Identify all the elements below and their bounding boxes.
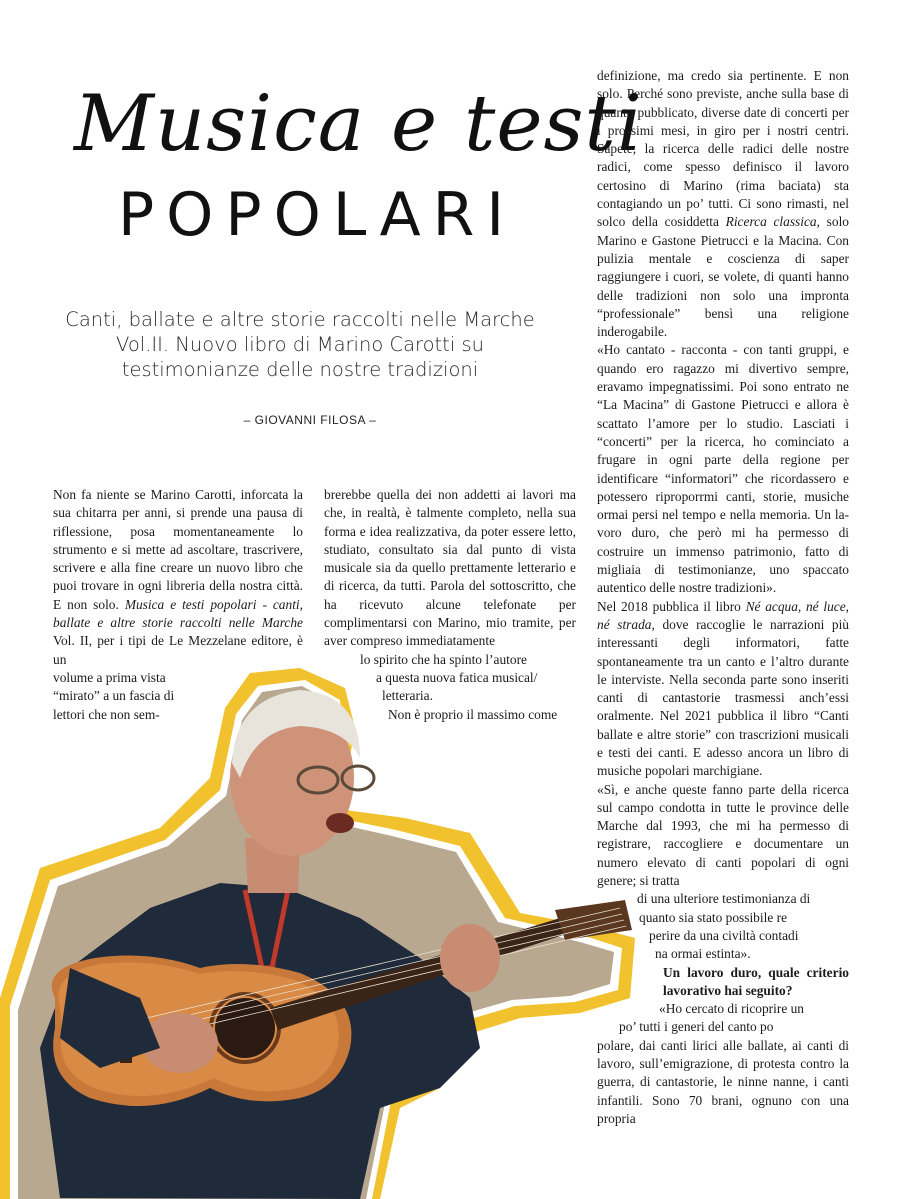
paragraph: na ormai estinta». (655, 946, 751, 962)
photo-man-playing-guitar (0, 668, 640, 1199)
paragraph: a questa nuova fatica musical/ (376, 669, 538, 685)
paragraph: polare, dai canti lirici alle ballate, ai canti di lavoro, sull’emigrazione, di protesta contro la guerra, di cantastorie, le ninne nanne, i canti infantili. Sono 70 brani, ognuno con una propria (597, 1037, 849, 1126)
paragraph: «Sì, e anche queste fanno parte della ricerca sul campo condotta in tutte le province delle Marche dal 1993, che mi ha permesso di registrare, raccogliere e documentare un numero elevato di canti popolari di ogni genere; si tratta (597, 781, 849, 889)
article-subtitle: Canti, ballate e altre storie raccolti nelle Marche Vol.II. Nuovo libro di Marino Carotti su testimonianze delle nostre tradizioni (65, 308, 535, 381)
paragraph: Non fa niente se Marino Carotti, inforcata la sua chitarra per anni, si prende una pausa di riflessione, posa momentaneamente lo strumento e si mette ad ascoltare, trascrivere, scrivere e alla fine creare un nuovo libro che puoi trovare in ogni libreria della nostra città. E non solo. Musica e testi popolari - canti, ballate e altre storie raccolti nelle Marche Vol. II, per i tipi de Le Mezzelane editore, è un volume a prima vista “mirato” a un fascia di lettori che non sem- (53, 487, 303, 722)
paragraph: brerebbe quella dei non addetti ai lavori ma che, in realtà, è talmente completo, nella sua forma e idea realizzativa, da poter essere letto, studiato, consultato sia dal punto di vista musicale sia da quello prettamente letterario e di ricerca, da tutti. Parola del sottoscritto, che ha ricevuto alcune telefonate per complimentarsi con Marino, mio tramite, per aver compreso immediatamente (324, 487, 576, 649)
paragraph: letteraria. (382, 688, 433, 704)
paragraph: po’ tutti i generi del canto po (619, 1019, 774, 1035)
article-title-script (70, 72, 643, 182)
paragraph: «Ho cantato - racconta - con tanti gruppi, e quando ero ragazzo mi divertivo sempre, eravamo impegnatissimi. Poi sono entrato ne “La Macina” di Gastone Pietrucci e allora è scattato l’amore per lo studio. Lasciati i “concerti” per la ricerca, ho cominciato a frugare in ogni parte della regione per identificare “informatori” che ricordassero e potessero riproporrmi canti, storie, musiche ormai persi nel tempo e nella memoria. Un lavoro duro, che però mi ha permesso di costruire un immenso patrimonio, fatto di migliaia di testimonianze, uno spaccato autentico delle nostre tradizioni». (597, 342, 849, 596)
paragraph: definizione, ma credo sia pertinente. E non solo. Perché sono previste, anche sulla base di quanto pubblicato, diverse date di concerti per i prossimi mesi, in giro per i nostri centri. Sapete, la ricerca delle radici delle nostre radici, come spesso definisco il lavoro certosino di Marino (rima baciata) sta contagiando un po’ tutti. Ci sono rimasti, nel solco della cosiddetta Ricerca classica, solo Marino e Gastone Pietrucci e la Macina. Con pulizia mentale e coscienza di saper raggiungere i cuori, se volete, di quanti hanno delle tradizioni non solo una impronta “professionale” bensì una religione inderogabile. (597, 68, 849, 340)
paragraph: Non è proprio il massimo come (388, 706, 558, 722)
paragraph: di una ulteriore testimonianza di (637, 891, 811, 907)
paragraph: «Ho cercato di ricoprire un (659, 1001, 805, 1017)
paragraph: Nel 2018 pubblica il libro Né acqua, né luce, né strada, dove raccoglie le narrazioni più interessanti degli informatori, fatte spontaneamente tra un canto e l’altro durante le interviste. Nella seconda parte sono inseriti canti di cantastorie trasmessi anch’essi oralmente. Nel 2021 pubblica il libro “Canti ballate e altre storie” con trascrizioni musicali e testi dei canti. E adesso ancora un libro di musiche popolari marchigiane. (597, 598, 850, 779)
interview-question: Un lavoro duro, quale criterio lavorativo hai seguito? (663, 964, 849, 998)
paragraph: lo spirito che ha spinto l’autore (360, 651, 527, 667)
author-byline: – GIOVANNI FILOSA – (243, 413, 377, 427)
paragraph: perire da una civiltà contadi (649, 927, 799, 943)
svg-text:Musica e testi: Musica e testi (74, 79, 643, 169)
paragraph: quanto sia stato possibile re (639, 909, 788, 925)
article-title-caps: POPOLARI (118, 180, 517, 250)
